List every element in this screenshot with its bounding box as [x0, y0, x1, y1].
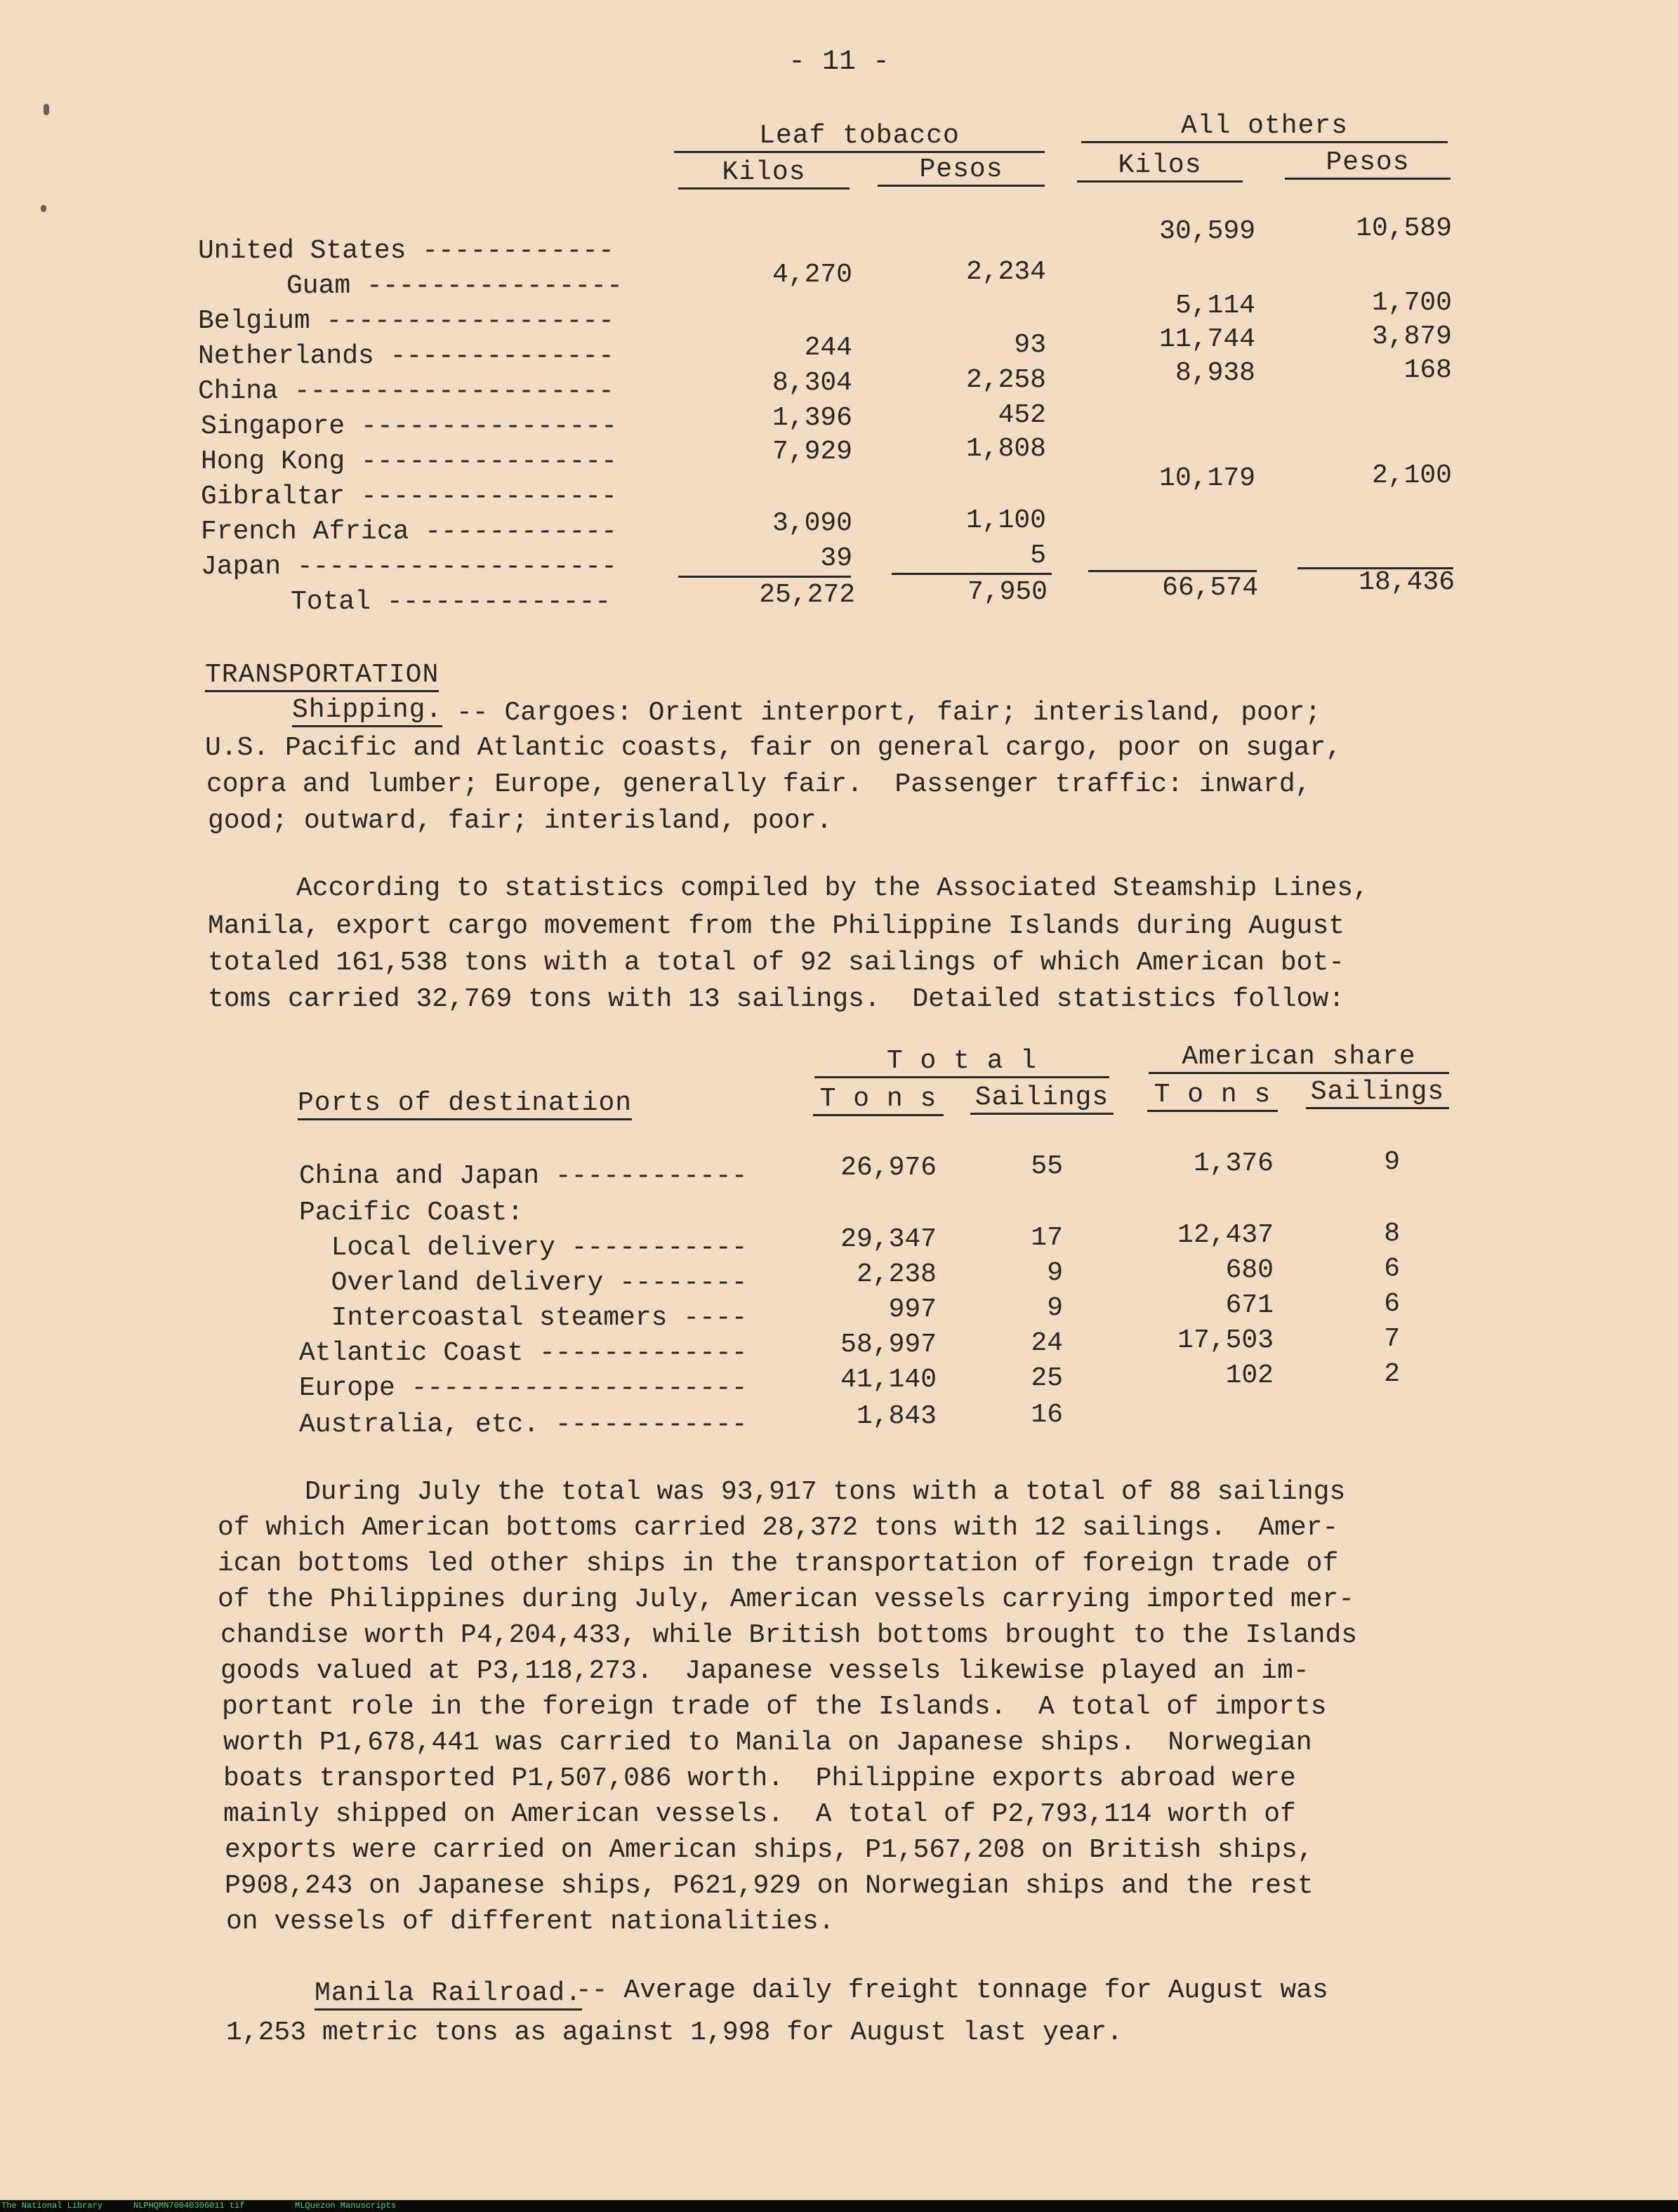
port-cell-am-tons: 1,376 — [1193, 1148, 1274, 1179]
port-row-label: Pacific Coast: — [299, 1198, 524, 1228]
trade-cell-leaf-kilos: 39 — [820, 543, 852, 574]
port-cell-am-sailings: 8 — [1384, 1219, 1400, 1249]
punch-mark — [44, 104, 49, 115]
port-row-label: Australia, etc. ------------ — [299, 1410, 748, 1440]
trade-cell-leaf-pesos: 2,258 — [965, 365, 1046, 395]
sub-header-other-kilos: Kilos — [1077, 150, 1243, 183]
trade-cell-other-pesos: 3,879 — [1371, 322, 1452, 352]
total-label: Total -------------- — [291, 587, 612, 617]
trade-cell-leaf-kilos: 244 — [804, 333, 852, 363]
port-cell-sailings: 9 — [1047, 1258, 1063, 1288]
paragraph-line: 1,253 metric tons as against 1,998 for August last year. — [226, 2018, 1123, 2048]
trade-row-label: Belgium ------------------ — [198, 306, 614, 336]
paragraph-line: -- Cargoes: Orient interport, fair; interisland, poor; — [456, 698, 1321, 728]
port-row-label: Overland delivery -------- — [299, 1268, 748, 1298]
sub-header-other-pesos: Pesos — [1285, 147, 1451, 180]
paragraph-line: U.S. Pacific and Atlantic coasts, fair on general cargo, poor on sugar, — [205, 733, 1342, 763]
port-cell-am-sailings: 6 — [1384, 1254, 1400, 1284]
port-cell-sailings: 24 — [1031, 1328, 1063, 1358]
railroad-label: Manila Railroad. — [315, 1978, 582, 2011]
paragraph-line: goods valued at P3,118,273. Japanese vessels likewise played an im- — [220, 1656, 1309, 1686]
paragraph-line: on vessels of different nationalities. — [226, 1907, 835, 1937]
trade-cell-other-kilos: 8,938 — [1175, 358, 1255, 388]
port-cell-am-tons: 17,503 — [1177, 1325, 1274, 1356]
paragraph-line: During July the total was 93,917 tons with a total of 88 sailings — [305, 1477, 1346, 1507]
paragraph-line: -- Average daily freight tonnage for August was — [576, 1975, 1328, 2006]
sub-header-sailings: Sailings — [970, 1082, 1114, 1115]
port-cell-am-tons: 671 — [1225, 1290, 1274, 1320]
trade-row-label: Netherlands -------------- — [198, 341, 614, 371]
paragraph-line: P908,243 on Japanese ships, P621,929 on Norwegian ships and the rest — [225, 1871, 1314, 1901]
trade-cell-leaf-pesos: 5 — [1030, 541, 1046, 571]
total-other-kilos: 66,574 — [1162, 573, 1258, 603]
trade-cell-other-kilos: 5,114 — [1175, 291, 1255, 321]
footer-library: The National Library — [1, 2201, 103, 2211]
paragraph-line: boats transported P1,507,086 worth. Philippine exports abroad were — [223, 1763, 1296, 1794]
port-cell-sailings: 17 — [1031, 1223, 1063, 1253]
trade-cell-leaf-kilos: 7,929 — [772, 437, 852, 467]
port-row-label: Local delivery ----------- — [299, 1233, 748, 1263]
trade-row-label: Japan -------------------- — [201, 552, 617, 582]
trade-cell-leaf-kilos: 8,304 — [772, 368, 852, 398]
port-cell-sailings: 9 — [1047, 1293, 1063, 1323]
trade-cell-leaf-pesos: 1,100 — [965, 505, 1046, 536]
port-cell-tons: 1,843 — [856, 1401, 937, 1431]
trade-row-label: French Africa ------------ — [201, 517, 617, 547]
port-cell-tons: 29,347 — [840, 1224, 937, 1254]
total-leaf-pesos: 7,950 — [967, 577, 1048, 607]
trade-cell-other-pesos: 2,100 — [1371, 461, 1452, 491]
port-cell-am-tons: 680 — [1225, 1255, 1274, 1285]
port-cell-sailings: 55 — [1031, 1151, 1063, 1181]
sub-header-leaf-kilos: Kilos — [678, 157, 850, 190]
port-cell-am-sailings: 7 — [1384, 1324, 1400, 1354]
archive-footer — [0, 2200, 1678, 2212]
paragraph-line: copra and lumber; Europe, generally fair. Passenger traffic: inward, — [206, 769, 1312, 800]
punch-mark — [41, 205, 46, 212]
total-rule — [1088, 570, 1257, 572]
shipping-label: Shipping. — [292, 695, 442, 727]
footer-collection: MLQuezon Manuscripts — [295, 2201, 397, 2211]
paragraph-line: worth P1,678,441 was carried to Manila on Japanese ships. Norwegian — [223, 1728, 1312, 1758]
paragraph-line: ican bottoms led other ships in the transportation of foreign trade of — [218, 1549, 1339, 1579]
total-leaf-kilos: 25,272 — [759, 580, 855, 610]
paragraph-line: toms carried 32,769 tons with 13 sailings. Detailed statistics follow: — [208, 984, 1345, 1014]
group-header-american-share: American share — [1149, 1042, 1449, 1074]
sub-header-leaf-pesos: Pesos — [878, 154, 1045, 187]
port-cell-tons: 26,976 — [840, 1153, 937, 1183]
paragraph-line: totaled 161,538 tons with a total of 92 sailings of which American bot- — [208, 948, 1345, 978]
sub-header-tons: T o n s — [813, 1084, 944, 1116]
total-other-pesos: 18,436 — [1359, 567, 1455, 597]
port-cell-tons: 58,997 — [840, 1330, 937, 1360]
port-cell-tons: 2,238 — [856, 1259, 937, 1290]
trade-row-label: China -------------------- — [198, 376, 614, 406]
port-cell-tons: 997 — [888, 1294, 937, 1325]
page-number: - 11 - — [788, 46, 890, 78]
trade-cell-other-pesos: 10,589 — [1356, 213, 1452, 244]
trade-row-label: Guam ---------------- — [286, 271, 623, 301]
total-rule — [892, 573, 1052, 575]
port-row-label: Europe --------------------- — [299, 1373, 748, 1403]
trade-row-label: Singapore ---------------- — [201, 411, 617, 442]
trade-cell-leaf-pesos: 1,808 — [965, 434, 1046, 464]
paragraph-line: exports were carried on American ships, P1,567,208 on British ships, — [225, 1835, 1314, 1865]
group-header-all-others: All others — [1081, 111, 1448, 143]
port-cell-am-sailings: 6 — [1384, 1289, 1400, 1319]
trade-cell-leaf-pesos: 93 — [1014, 330, 1046, 360]
trade-cell-leaf-pesos: 2,234 — [965, 257, 1046, 287]
paragraph-line: portant role in the foreign trade of the Islands. A total of imports — [222, 1692, 1327, 1722]
trade-row-label: United States ------------ — [198, 236, 614, 266]
paragraph-line: mainly shipped on American vessels. A total of P2,793,114 worth of — [223, 1799, 1296, 1829]
port-cell-am-tons: 12,437 — [1177, 1220, 1274, 1250]
trade-cell-leaf-kilos: 3,090 — [772, 508, 852, 538]
trade-row-label: Hong Kong ---------------- — [201, 446, 617, 477]
port-row-label: Intercoastal steamers ---- — [299, 1303, 748, 1333]
paragraph-line: chandise worth P4,204,433, while British bottoms brought to the Islands — [220, 1620, 1358, 1650]
port-row-label: China and Japan ------------ — [299, 1161, 748, 1191]
paragraph-line: of which American bottoms carried 28,372 tons with 12 sailings. Amer- — [218, 1513, 1339, 1543]
sub-header-am-sailings: Sailings — [1306, 1077, 1449, 1109]
total-rule — [678, 576, 851, 578]
trade-cell-other-kilos: 10,179 — [1159, 463, 1255, 494]
section-heading: TRANSPORTATION — [205, 660, 439, 692]
trade-cell-leaf-pesos: 452 — [998, 400, 1046, 430]
trade-cell-other-kilos: 11,744 — [1159, 324, 1255, 355]
trade-cell-leaf-kilos: 4,270 — [772, 260, 852, 290]
paragraph-line: Manila, export cargo movement from the Philippine Islands during August — [208, 911, 1345, 941]
trade-row-label: Gibraltar ---------------- — [201, 482, 617, 512]
sub-header-am-tons: T o n s — [1147, 1080, 1278, 1112]
port-cell-sailings: 16 — [1031, 1400, 1063, 1430]
trade-cell-other-pesos: 1,700 — [1371, 288, 1452, 318]
port-cell-am-sailings: 9 — [1384, 1147, 1400, 1177]
port-cell-am-tons: 102 — [1225, 1360, 1274, 1391]
group-header-leaf-tobacco: Leaf tobacco — [674, 121, 1045, 153]
group-header-total: T o t a l — [814, 1046, 1109, 1078]
paragraph-line: of the Philippines during July, American vessels carrying imported mer- — [218, 1584, 1355, 1615]
trade-cell-other-kilos: 30,599 — [1159, 216, 1255, 246]
paragraph-line: good; outward, fair; interisland, poor. — [208, 806, 833, 836]
port-cell-tons: 41,140 — [840, 1365, 937, 1395]
footer-file: NLPHQMN70040306011 tif — [133, 2201, 245, 2211]
trade-cell-other-pesos: 168 — [1403, 355, 1452, 385]
port-cell-am-sailings: 2 — [1384, 1359, 1400, 1389]
port-row-label: Atlantic Coast ------------- — [299, 1338, 748, 1368]
trade-cell-leaf-kilos: 1,396 — [772, 403, 852, 433]
paragraph-line: According to statistics compiled by the Associated Steamship Lines, — [296, 873, 1369, 903]
col-header-ports: Ports of destination — [298, 1088, 632, 1120]
port-cell-sailings: 25 — [1031, 1363, 1063, 1393]
